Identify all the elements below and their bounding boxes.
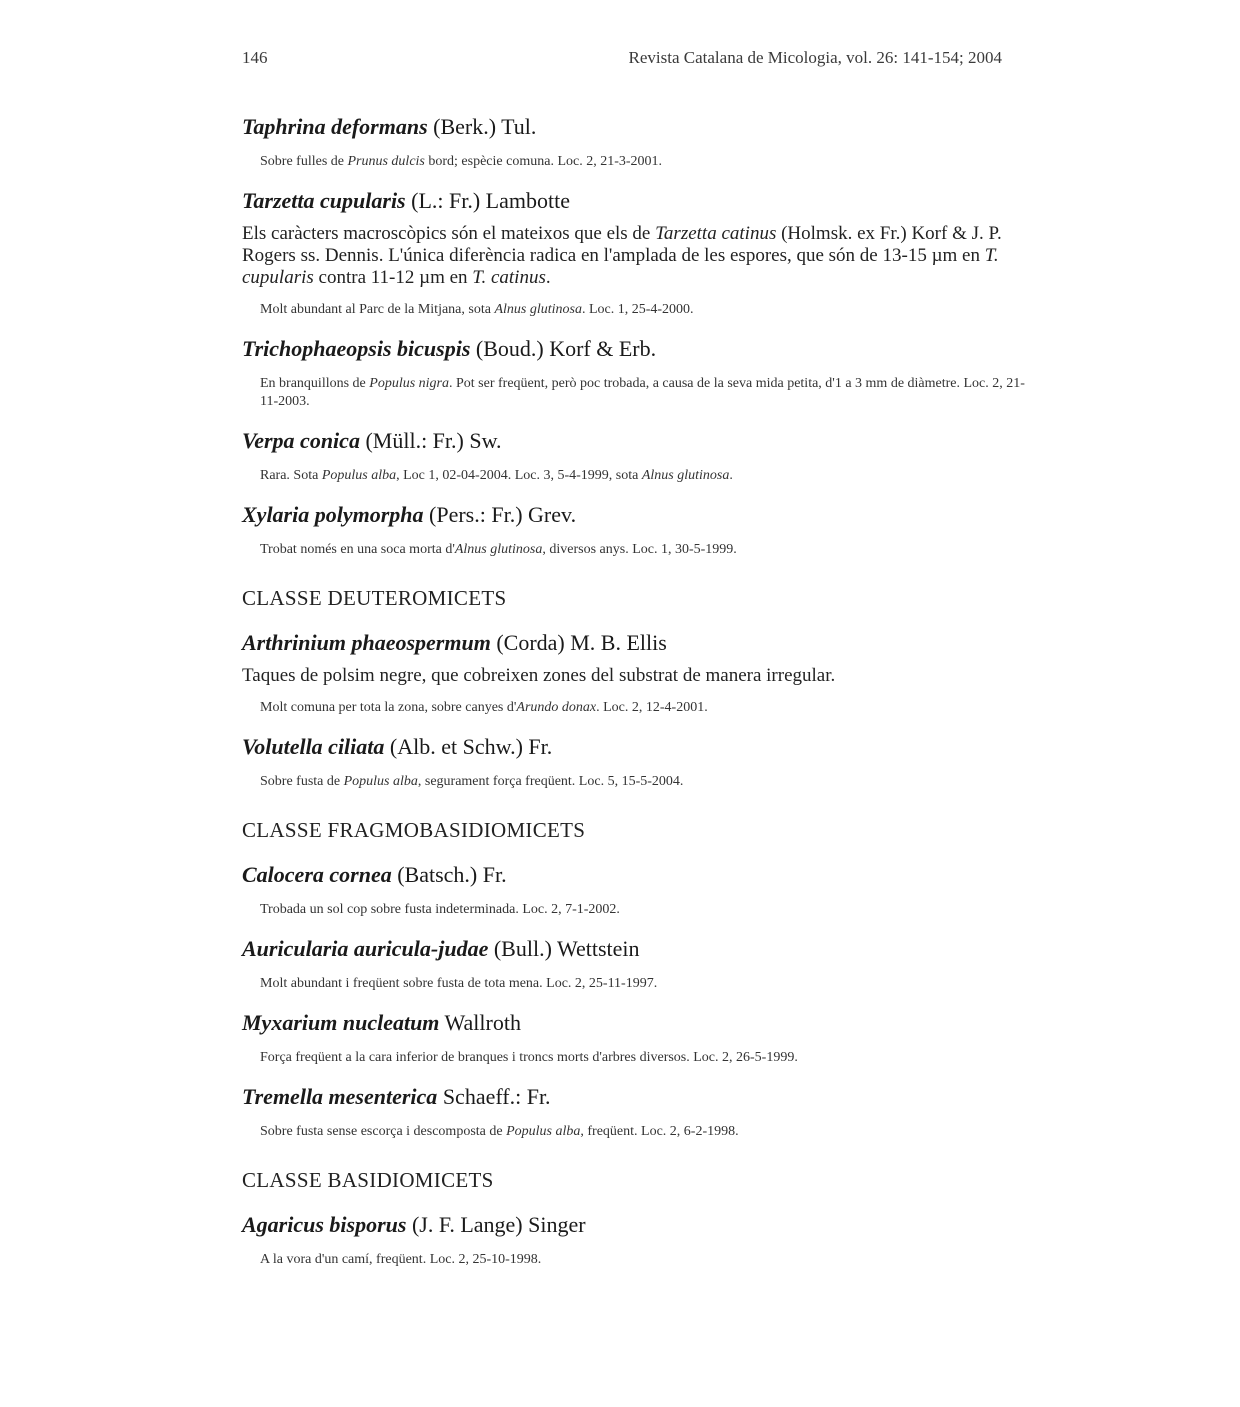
species-name: Auricularia auricula-judae bbox=[242, 936, 489, 961]
note-host-name: Populus alba bbox=[343, 774, 418, 789]
description-species-ref: T. catinus bbox=[472, 267, 546, 288]
species-heading bbox=[242, 501, 1042, 529]
species-note bbox=[260, 773, 1042, 791]
species-authority: (Müll.: Fr.) Sw. bbox=[365, 428, 502, 453]
description-text: (Holmsk. ex Fr.) Korf & J. P. Rogers ss. Dennis. L'única diferència radica en l'amplada de les espores, que són de 13-15 µm en bbox=[242, 223, 1002, 266]
species-name: Verpa conica bbox=[242, 428, 360, 453]
note-text: . bbox=[729, 468, 733, 483]
class-heading: CLASSE BASIDIOMICETS bbox=[242, 1168, 494, 1192]
note-host-name: Populus nigra bbox=[369, 376, 449, 391]
species-name: Agaricus bisporus bbox=[242, 1212, 407, 1237]
description-species-ref: Tarzetta catinus bbox=[655, 223, 777, 244]
note-text: . Loc. 2, 12-4-2001. bbox=[596, 700, 708, 715]
note-text: En branquillons de bbox=[260, 376, 370, 391]
note-text: , Loc 1, 02-04-2004. Loc. 3, 5-4-1999, sota bbox=[396, 468, 642, 483]
species-note bbox=[260, 301, 1042, 319]
note-host-name: Populus alba bbox=[506, 1124, 581, 1139]
description-species-ref: T. cupularis bbox=[242, 245, 999, 288]
page-number: 146 bbox=[242, 48, 268, 67]
species-entry bbox=[242, 1009, 1042, 1067]
species-name: Taphrina deformans bbox=[242, 114, 428, 139]
species-heading bbox=[242, 629, 1042, 657]
species-heading bbox=[242, 427, 1042, 455]
species-heading bbox=[242, 335, 1042, 363]
class-heading: CLASSE DEUTEROMICETS bbox=[242, 586, 507, 610]
species-name: Volutella ciliata bbox=[242, 734, 385, 759]
species-authority: (Pers.: Fr.) Grev. bbox=[429, 502, 577, 527]
species-note bbox=[260, 1123, 1042, 1141]
note-text: Rara. Sota bbox=[260, 468, 322, 483]
description-text: contra 11-12 µm en bbox=[313, 267, 473, 288]
species-authority: Wallroth bbox=[444, 1010, 521, 1035]
species-authority: (Corda) M. B. Ellis bbox=[496, 630, 667, 655]
species-heading bbox=[242, 733, 1042, 761]
species-name: Arthrinium phaeospermum bbox=[242, 630, 491, 655]
species-authority: (Alb. et Schw.) Fr. bbox=[389, 734, 553, 759]
note-host-name: Alnus glutinosa bbox=[494, 302, 582, 317]
species-note bbox=[260, 153, 1042, 171]
description-text: . bbox=[545, 267, 551, 288]
note-text: . Loc. 1, 25-4-2000. bbox=[581, 302, 694, 317]
note-host-name: Populus alba bbox=[321, 468, 397, 483]
species-authority: (L.: Fr.) Lambotte bbox=[411, 188, 570, 213]
species-authority: (Bull.) Wettstein bbox=[493, 936, 640, 961]
species-name: Tremella mesenterica bbox=[242, 1084, 438, 1109]
species-entry bbox=[242, 629, 1042, 717]
species-note bbox=[260, 375, 1042, 411]
note-text: Molt comuna per tota la zona, sobre canyes d' bbox=[260, 700, 517, 715]
species-heading bbox=[242, 861, 1042, 889]
species-note bbox=[260, 541, 1042, 559]
species-entry bbox=[242, 1083, 1042, 1141]
species-name: Tarzetta cupularis bbox=[242, 188, 406, 213]
species-note: Molt abundant i freqüent sobre fusta de tota mena. Loc. 2, 25-11-1997. bbox=[260, 976, 658, 991]
species-entry bbox=[242, 187, 1042, 319]
species-name: Trichophaeopsis bicuspis bbox=[242, 336, 471, 361]
species-note: A la vora d'un camí, freqüent. Loc. 2, 25-10-1998. bbox=[260, 1252, 542, 1267]
species-heading bbox=[242, 1083, 1042, 1111]
note-text: , segurament força freqüent. Loc. 5, 15-5-2004. bbox=[417, 774, 684, 789]
species-authority: (Batsch.) Fr. bbox=[397, 862, 507, 887]
species-entry bbox=[242, 935, 1042, 993]
note-text: Sobre fusta de bbox=[260, 774, 344, 789]
species-name: Myxarium nucleatum bbox=[242, 1010, 440, 1035]
note-text: Sobre fusta sense escorça i descomposta de bbox=[260, 1124, 507, 1139]
class-heading: CLASSE FRAGMOBASIDIOMICETS bbox=[242, 818, 586, 842]
note-host-name: Prunus dulcis bbox=[347, 154, 425, 169]
note-text: . Pot ser freqüent, però poc trobada, a causa de la seva mida petita, d'1 a 3 mm de diàmetre. Loc. 2, 21-11-2003. bbox=[260, 376, 1025, 409]
species-entry bbox=[242, 501, 1042, 559]
species-entry bbox=[242, 733, 1042, 791]
species-heading bbox=[242, 1009, 1042, 1037]
species-authority: (J. F. Lange) Singer bbox=[411, 1212, 586, 1237]
species-note: Trobada un sol cop sobre fusta indeterminada. Loc. 2, 7-1-2002. bbox=[260, 902, 620, 917]
species-heading bbox=[242, 113, 1042, 141]
species-entry bbox=[242, 1211, 1042, 1269]
species-entry bbox=[242, 861, 1042, 919]
species-note: Força freqüent a la cara inferior de branques i troncs morts d'arbres diversos. Loc. 2, 26-5-1999. bbox=[260, 1050, 798, 1065]
running-title: Revista Catalana de Micologia, vol. 26: 141-154; 2004 bbox=[628, 48, 1002, 67]
species-note bbox=[260, 467, 1042, 485]
species-authority: Schaeff.: Fr. bbox=[442, 1084, 551, 1109]
note-host-name: Alnus glutinosa bbox=[641, 468, 730, 483]
species-note bbox=[260, 699, 1042, 717]
species-entry bbox=[242, 427, 1042, 485]
species-authority: (Boud.) Korf & Erb. bbox=[475, 336, 657, 361]
note-host-name: Alnus glutinosa bbox=[454, 542, 543, 557]
page-header bbox=[242, 48, 1002, 74]
species-name: Xylaria polymorpha bbox=[242, 502, 424, 527]
species-entry bbox=[242, 335, 1042, 411]
species-description bbox=[242, 223, 1042, 289]
note-text: bord; espècie comuna. Loc. 2, 21-3-2001. bbox=[424, 154, 663, 169]
species-heading bbox=[242, 1211, 1042, 1239]
species-heading bbox=[242, 935, 1042, 963]
note-text: Sobre fulles de bbox=[260, 154, 348, 169]
species-entry bbox=[242, 113, 1042, 171]
species-name: Calocera cornea bbox=[242, 862, 392, 887]
note-host-name: Arundo donax bbox=[516, 700, 597, 715]
note-text: , freqüent. Loc. 2, 6-2-1998. bbox=[580, 1124, 739, 1139]
note-text: Trobat només en una soca morta d' bbox=[260, 542, 455, 557]
species-description: Taques de polsim negre, que cobreixen zones del substrat de manera irregular. bbox=[242, 665, 836, 686]
species-list bbox=[242, 113, 1042, 1285]
note-text: Molt abundant al Parc de la Mitjana, sota bbox=[260, 302, 495, 317]
note-text: , diversos anys. Loc. 1, 30-5-1999. bbox=[542, 542, 737, 557]
description-text: Els caràcters macroscòpics són el mateixos que els de bbox=[242, 223, 656, 244]
species-authority: (Berk.) Tul. bbox=[433, 114, 537, 139]
species-heading bbox=[242, 187, 1042, 215]
